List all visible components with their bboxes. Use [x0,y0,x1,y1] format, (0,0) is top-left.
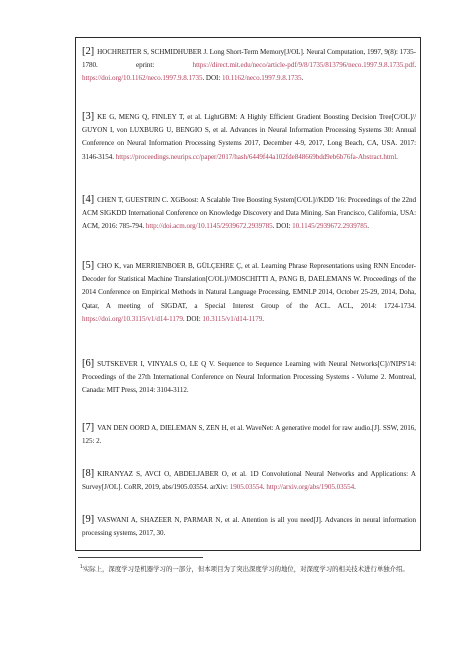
reference-link[interactable]: https://direct.mit.edu/neco/article-pdf/9/8/1735/813796/neco.1997.9.8.1735.pdf [192,61,415,70]
footnote [80,563,410,574]
reference-number: [4] [82,194,95,205]
reference-8 [82,467,416,494]
reference-number: [8] [82,468,95,479]
reference-text-part: . DOI: [182,314,203,323]
reference-text-part: . DOI: [272,222,293,231]
reference-number: [9] [82,514,95,525]
reference-2 [82,45,416,86]
reference-text: CHO K, van MERRIENBOER B, GÜLÇEHRE Ç, et al. Learning Phrase Representations using RNN Encoder-Decoder for Statistical Machine Translation[C/OL]//MOSCHITTI A, PANG B, DAELEMANS W. Proceedings of the 2014 Conference on Empirical Methods in Natural Language Processing, EMNLP 2014, October 25-29, 2014, Doha, Qatar, A meeting of SIGDAT, a Special Interest Group of the ACL. ACL, 2014: 1724-1734. [82,262,416,310]
reference-text: SUTSKEVER I, VINYALS O, LE Q V. Sequence to Sequence Learning with Neural Networks[C]//NIPS'14: Proceedings of the 27th International Conference on Neural Information Processing Systems - Volume 2. Montreal, Canada: MIT Press, 2014: 3104-3112. [82,360,416,395]
reference-link[interactable]: https://proceedings.neurips.cc/paper/2017/hash/6449f44a102fde848669bdd9eb6b76fa-Abstract.html [115,152,397,161]
reference-number: [5] [82,260,95,271]
reference-text-part: . DOI: [202,74,223,83]
footnote-mark: 1 [80,565,83,570]
reference-text-part: . [262,314,264,323]
reference-text: CHEN T, GUESTRIN C. XGBoost: A Scalable Tree Boosting System[C/OL]//KDD '16: Proceedings of the 22nd ACM SIGKDD International Conference on Knowledge Discovery and Data Mining. San Francisco, California, USA: ACM, 2016: 785-794. [82,196,416,231]
reference-text: KE G, MENG Q, FINLEY T, et al. LightGBM: A Highly Efficient Gradient Boosting Decision Tree[C/OL]// GUYON I, von LUXBURG U, BENGIO S, et al. Advances in Neural Information Processing Systems 30: Annual Conference on Neural Information Processing Systems 2017, December 4-9, 2017, Long Beach, CA, USA. 2017: 3146-3154. [82,113,416,161]
reference-link[interactable]: http://doi.acm.org/10.1145/2939672.2939785 [145,222,273,231]
reference-text-part: . [396,152,398,161]
reference-text-part: . [367,222,369,231]
reference-doi: 10.3115/v1/d14-1179 [202,314,263,323]
reference-5 [82,259,416,326]
reference-text-part: . [301,74,304,83]
reference-doi: 10.1162/neco.1997.9.8.1735 [222,74,302,83]
reference-text-part: . [262,483,267,492]
reference-arxiv-id: 1905.03554 [229,483,263,492]
reference-text: KIRANYAZ S, AVCI O, ABDELJABER O, et al. 1D Convolutional Neural Networks and Applications: A Survey[J/OL]. CoRR, 2019, abs/1905.03554. arXiv: [82,470,416,492]
reference-link[interactable]: https://doi.org/10.3115/v1/d14-1179 [82,314,183,323]
reference-text: VASWANI A, SHAZEER N, PARMAR N, et al. Attention is all you need[J]. Advances in neural information processing systems, 2017, 30. [82,516,416,538]
reference-3 [82,110,416,164]
reference-4 [82,193,416,234]
reference-text: HOCHREITER S, SCHMIDHUBER J. Long Short-Term Memory[J/OL]. Neural Computation, 1997, 9(8): 1735-1780. eprint: [82,48,416,70]
footnote-divider [78,557,203,558]
reference-7 [82,421,416,448]
reference-doi: 10.1145/2939672.2939785 [292,222,368,231]
reference-link[interactable]: https://doi.org/10.1162/neco.1997.9.8.1735 [82,74,203,83]
reference-text: VAN DEN OORD A, DIELEMAN S, ZEN H, et al. WaveNet: A generative model for raw audio.[J]. SSW, 2016, 125: 2. [82,424,416,446]
footnote-text: 实际上，深度学习是机器学习的一部分，但本项目为了突出深度学习的地位，对深度学习的相关技术进行单独介绍。 [82,565,409,574]
reference-link[interactable]: http://arxiv.org/abs/1905.03554 [266,483,355,492]
reference-number: [2] [82,46,95,57]
reference-text-part: . [354,483,356,492]
reference-number: [7] [82,422,95,433]
reference-text-part: . [414,61,416,70]
reference-number: [3] [82,111,95,122]
reference-6 [82,357,416,398]
reference-9 [82,513,416,540]
reference-number: [6] [82,358,95,369]
